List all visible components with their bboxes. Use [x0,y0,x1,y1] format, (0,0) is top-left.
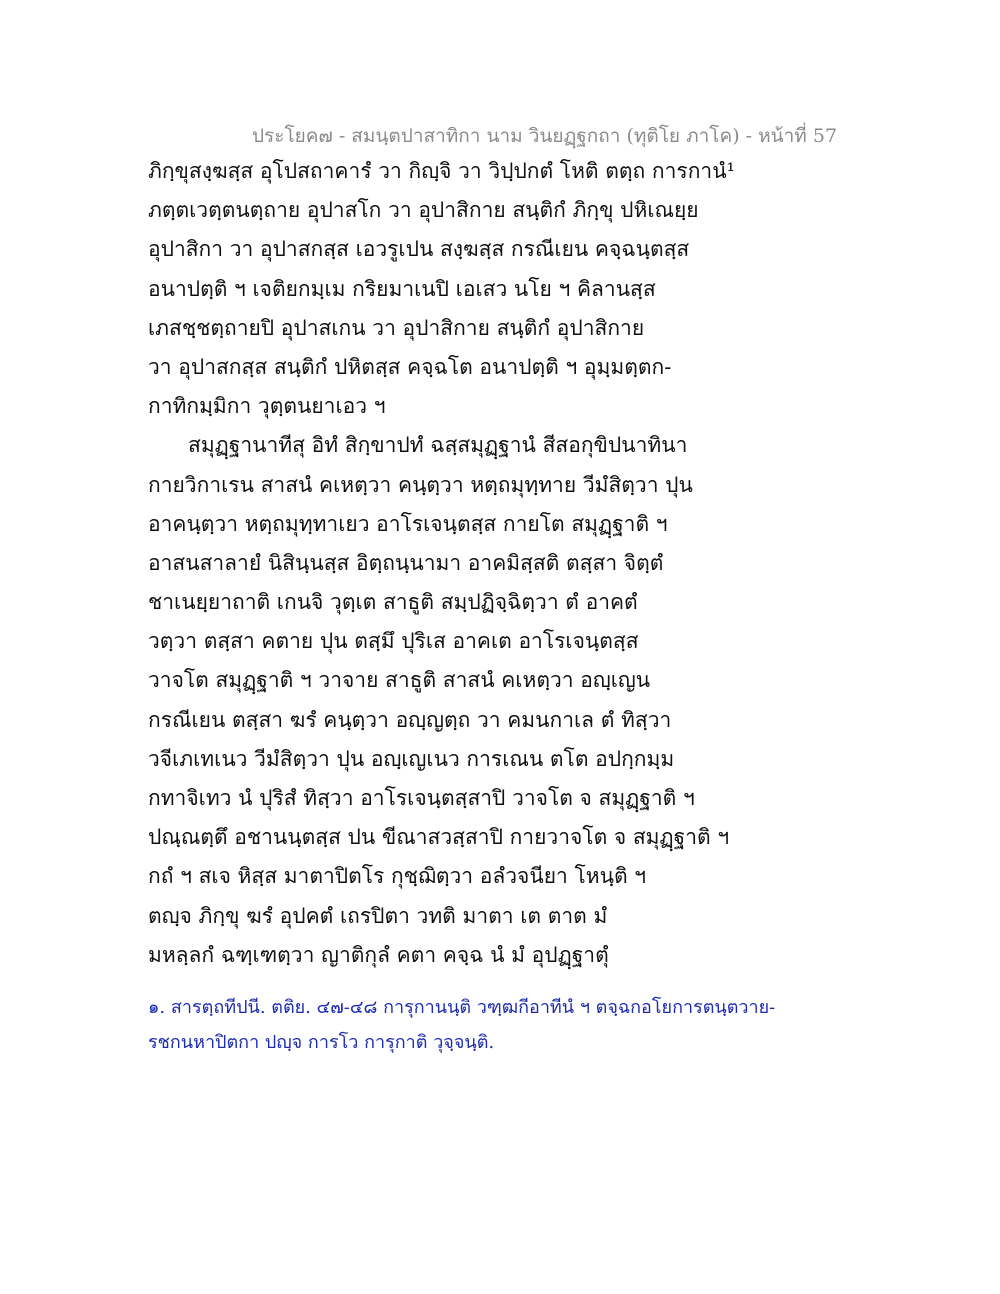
text-line: ภิกฺขุสงฺฆสฺส อุโปสถาคารํ วา กิญฺจิ วา วิปฺปกตํ โหติ ตตฺถ การกานํ¹ [148,159,735,183]
footnotes [148,990,776,1060]
text-line: วาจโต สมุฏฺฐาติ ฯ วาจาย สาธูติ สาสนํ คเหตฺวา อญฺเญน [148,668,651,693]
footnote-line: ๑. สารตฺถทีปนี. ตติย. ๔๗-๔๘ การุกานนฺติ วฑฺฒกีอาทีนํ ฯ ตจฺฉกอโยการตนฺตวาย- [148,997,776,1018]
text-line: วา อุปาสกสฺส สนฺติกํ ปหิตสฺส คจฺฉโต อนาปตฺติ ฯ อุมฺมตฺตก- [148,354,672,379]
text-line: เภสชฺชตฺถายปิ อุปาสเกน วา อุปาสิกาย สนฺติกํ อุปาสิกาย [148,315,645,340]
body-text [148,152,735,975]
text-line: ตญฺจ ภิกฺขุ ฆรํ อุปคตํ เถรปิตา วทติ มาตา เต ตาต มํ [148,903,608,928]
text-line: อาคนฺตฺวา หตฺถมุทฺทาเยว อาโรเจนฺตสฺส กายโต สมุฏฺฐาติ ฯ [148,511,668,536]
footnote-line: รชกนหาปิตกา ปญฺจ การโว การุกาติ วุจฺจนฺติ. [148,1032,495,1053]
text-line: กาทิกมฺมิกา วุตฺตนยาเอว ฯ [148,394,386,419]
text-line: ภตฺตเวตฺตนตฺถาย อุปาสโก วา อุปาสิกาย สนฺติกํ ภิกฺขุ ปหิเณยฺย [148,198,699,223]
text-line: กทาจิเทว นํ ปุริสํ ทิสฺวา อาโรเจนฺตสฺสาปิ วาจโต จ สมุฏฺฐาติ ฯ [148,786,695,810]
text-line: กรณีเยน ตสฺสา ฆรํ คนฺตฺวา อญฺญตฺถ วา คมนกาเล ตํ ทิสฺวา [148,707,672,732]
text-line: อาสนสาลายํ นิสินฺนสฺส อิตฺถนฺนามา อาคมิสฺสติ ตสฺสา จิตฺตํ [148,550,664,575]
text-line: ชาเนยฺยาถาติ เกนจิ วุตฺเต สาธูติ สมฺปฏิจฺฉิตฺวา ตํ อาคตํ [148,590,638,615]
text-line: อุปาสิกา วา อุปาสกสฺส เอวรูเปน สงฺฆสฺส กรณีเยน คจฺฉนฺตสฺส [148,237,690,262]
text-line: มหลฺลกํ ฉฑฺเฑตฺวา ญาติกุลํ คตา คจฺฉ นํ มํ อุปฏฺฐาตุํ [148,942,609,967]
text-line: อนาปตฺติ ฯ เจติยกมฺเม กริยมาเนปิ เอเสว นโย ฯ คิลานสฺส [148,276,656,301]
text-line: กายวิกาเรน สาสนํ คเหตฺวา คนฺตฺวา หตฺถมุทฺทาย วีมํสิตฺวา ปุน [148,472,693,497]
text-line: ปณฺณตฺตึ อชานนฺตสฺส ปน ขีณาสวสฺสาปิ กายวาจโต จ สมุฏฺฐาติ ฯ [148,825,730,850]
text-line: วตฺวา ตสฺสา คตาย ปุน ตสฺมึ ปุริเส อาคเต อาโรเจนฺตสฺส [148,629,639,654]
text-line: วจีเภเทเนว วีมํสิตฺวา ปุน อญฺเญเนว การเณน ตโต อปกฺกมฺม [148,746,675,771]
paragraph-start-line: สมุฏฺฐานาทีสุ อิทํ สิกฺขาปทํ ฉสฺสมุฏฺฐานํ สีสอกุขิปนาทินา [188,433,688,458]
text-line: กถํ ฯ สเจ หิสฺส มาตาปิตโร กุชฺฌิตฺวา อลํวจนียา โหนฺติ ฯ [148,864,647,889]
page-header: ประโยค๗ - สมนฺตปาสาทิกา นาม วินยฏฺฐกถา (ทุติโย ภาโค) - หน้าที่ 57 [252,125,838,147]
